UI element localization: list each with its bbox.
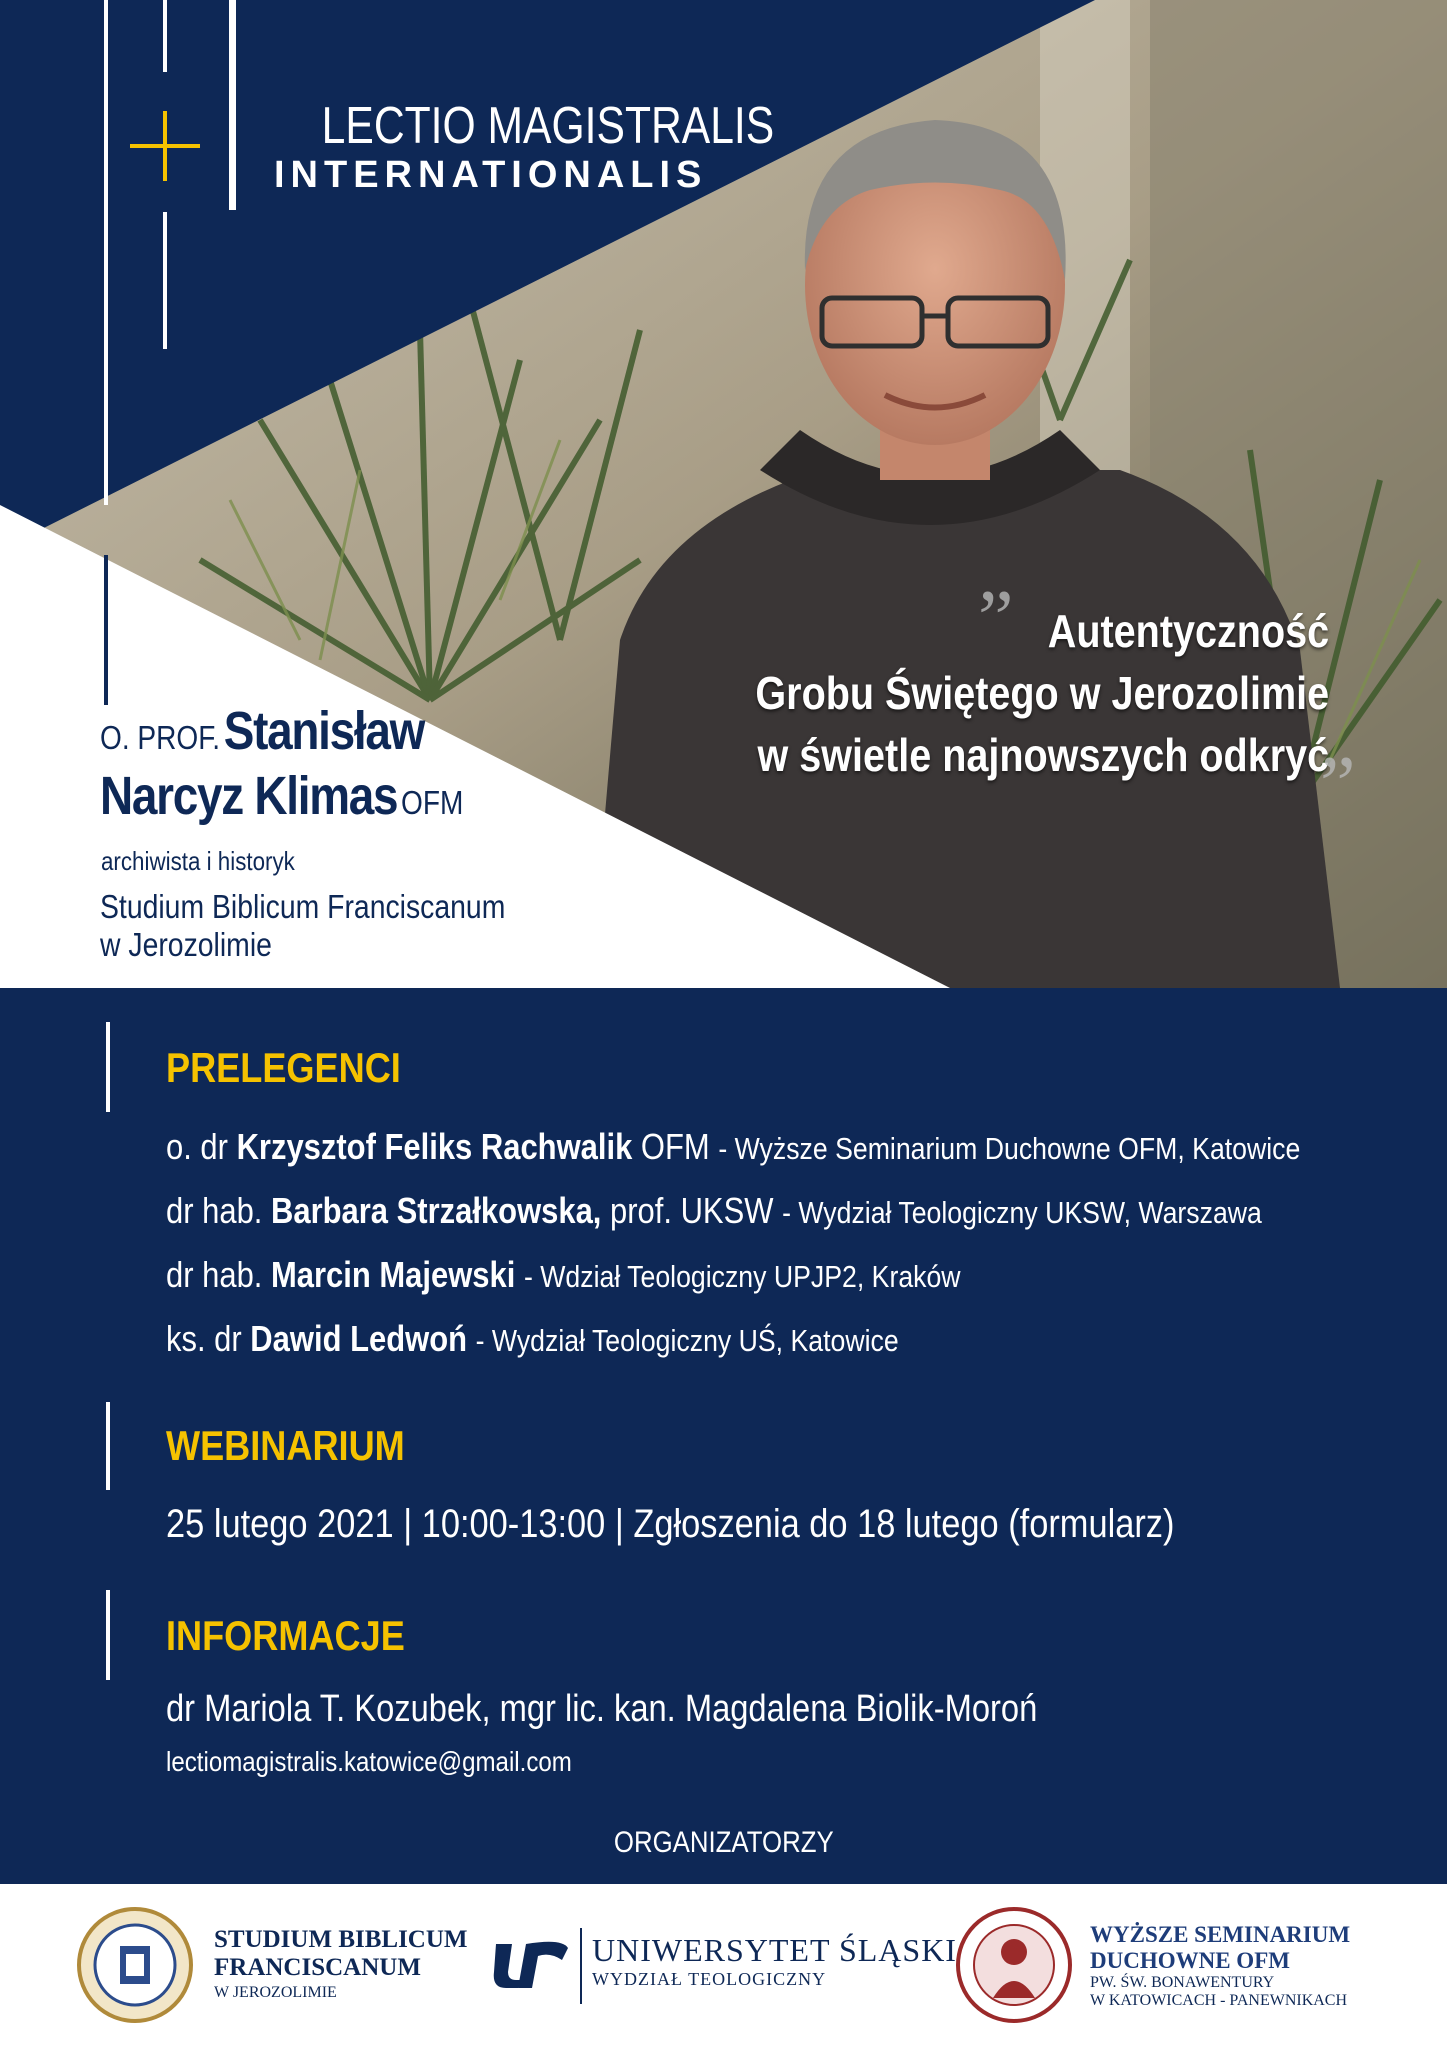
prelegenci-heading: PRELEGENCI — [166, 1044, 401, 1091]
speaker-first-name: Stanisław — [223, 701, 425, 761]
divider-line — [163, 212, 167, 349]
wsd-name — [1090, 1922, 1350, 2010]
speaker-after: OFM — [640, 1126, 710, 1167]
section-bar — [106, 1590, 110, 1680]
speaker-suffix: OFM — [401, 784, 464, 821]
page-subtitle: INTERNATIONALIS — [274, 154, 708, 196]
organizers-heading — [0, 1826, 1447, 1860]
speaker-title: o. dr — [166, 1126, 228, 1167]
webinarium-details: 25 lutego 2021 | 10:00-13:00 | Zgłoszenia do 18 lutego (formularz) — [166, 1502, 1175, 1546]
speaker-name: Dawid Ledwoń — [250, 1318, 468, 1359]
list-item — [166, 1126, 1300, 1168]
speaker-title: dr hab. — [166, 1190, 263, 1231]
sbf-line1: STUDIUM BIBLICUM — [214, 1926, 468, 1953]
sbf-line2: FRANCISCANUM — [214, 1954, 421, 1981]
speaker-role: archiwista i historyk — [101, 846, 295, 876]
wsd-line4: W KATOWICACH - PANEWNIKACH — [1090, 1992, 1348, 2009]
divider-line — [104, 555, 108, 705]
speaker-name: Marcin Majewski — [271, 1254, 516, 1295]
speaker-name: Barbara Strzałkowska, — [271, 1190, 602, 1231]
lecture-title-line1: Autentyczność — [1047, 605, 1329, 657]
sbf-seal-icon — [76, 1906, 194, 2024]
us-name — [592, 1932, 957, 1990]
us-line2: WYDZIAŁ TEOLOGICZNY — [592, 1969, 827, 1989]
list-item — [166, 1190, 1262, 1232]
speaker-institution: Studium Biblicum Franciscanum — [100, 888, 506, 925]
wsd-line1: WYŻSZE SEMINARIUM — [1090, 1922, 1351, 1947]
page-title: LECTIO MAGISTRALIS — [321, 97, 775, 155]
speaker-name-line1 — [100, 700, 424, 762]
lecture-title — [755, 600, 1329, 786]
us-divider — [580, 1928, 582, 2004]
speaker-title: ks. dr — [166, 1318, 242, 1359]
list-item — [166, 1318, 899, 1360]
speaker-affiliation: - Wdział Teologiczny UPJP2, Kraków — [523, 1259, 961, 1294]
list-item — [166, 1254, 961, 1296]
contact-names: dr Mariola T. Kozubek, mgr lic. kan. Magdalena Biolik-Moroń — [166, 1688, 1038, 1730]
sbf-line3: W JEROZOLIMIE — [214, 1984, 337, 2001]
section-bar — [106, 1402, 110, 1490]
us-logo-icon — [492, 1934, 572, 1990]
speaker-prefix: O. PROF. — [100, 719, 221, 756]
divider-line — [229, 0, 236, 210]
speaker-affiliation: - Wydział Teologiczny UŚ, Katowice — [475, 1323, 899, 1358]
quote-close-icon: ” — [1320, 741, 1356, 829]
informacje-heading: INFORMACJE — [166, 1612, 405, 1659]
speaker-after: prof. UKSW — [610, 1190, 774, 1231]
contact-email[interactable]: lectiomagistralis.katowice@gmail.com — [166, 1746, 572, 1777]
speaker-title: dr hab. — [166, 1254, 263, 1295]
sbf-name — [214, 1926, 468, 2002]
speaker-affiliation: - Wyższe Seminarium Duchowne OFM, Katowice — [718, 1131, 1301, 1166]
section-bar — [106, 1022, 110, 1112]
lecture-title-line2: Grobu Świętego w Jerozolimie — [755, 667, 1329, 719]
hero-section — [0, 0, 1447, 988]
speaker-surname: Narcyz Klimas — [100, 766, 398, 826]
divider-line — [104, 0, 108, 505]
wsd-line3: PW. ŚW. BONAWENTURY — [1090, 1974, 1275, 1991]
us-line1: UNIWERSYTET ŚLĄSKI — [592, 1932, 957, 1968]
wsd-line2: DUCHOWNE OFM — [1090, 1948, 1290, 1973]
wsd-seal-icon — [955, 1906, 1073, 2024]
speaker-name-line2 — [100, 765, 463, 827]
divider-line — [163, 0, 167, 72]
speaker-affiliation: - Wydział Teologiczny UKSW, Warszawa — [782, 1195, 1262, 1230]
speaker-name: Krzysztof Feliks Rachwalik — [236, 1126, 633, 1167]
cross-icon — [130, 111, 200, 181]
webinarium-heading: WEBINARIUM — [166, 1422, 405, 1469]
footer-logos — [0, 1884, 1447, 2048]
speaker-institution-city: w Jerozolimie — [100, 926, 272, 963]
quote-open-icon: ” — [978, 575, 1014, 663]
organizers-heading-text: ORGANIZATORZY — [613, 1826, 834, 1859]
lecture-title-line3: w świetle najnowszych odkryć — [757, 729, 1329, 781]
